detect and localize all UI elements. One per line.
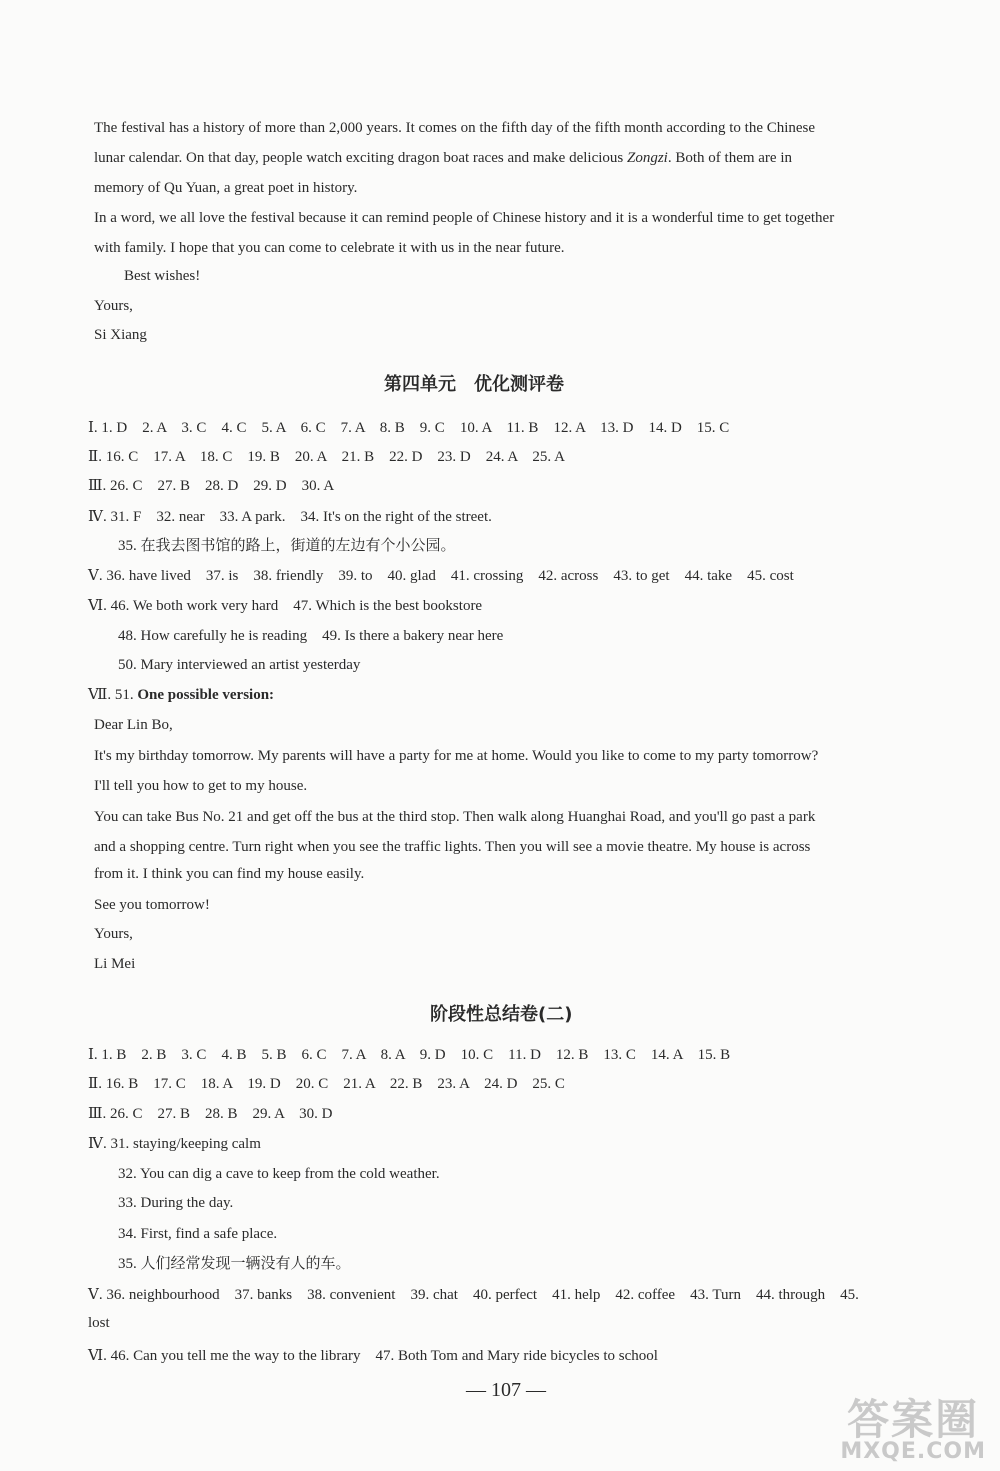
letter2-greeting: Dear Lin Bo, (94, 717, 173, 733)
letter2-line4: and a shopping centre. Turn right when you see the traffic lights. Then you will see a movie theatre. My house is across (94, 839, 811, 855)
letter2-line1: It's my birthday tomorrow. My parents will have a party for me at home. Would you like to come to my party tomorrow? (94, 748, 819, 764)
s1-row2: Ⅱ. 16. C 17. A 18. C 19. B 20. A 21. B 22. D 23. D 24. A 25. A (88, 449, 565, 465)
s1-row5: 35. 在我去图书馆的路上，街道的左边有个小公园。 (118, 538, 456, 554)
s2-row5: 32. You can dig a cave to keep from the cold weather. (118, 1166, 440, 1182)
letter1-p1-line2 (94, 148, 792, 168)
s1-row4: Ⅳ. 31. F 32. near 33. A park. 34. It's on the right of the street. (88, 509, 492, 525)
s1-row10-number: Ⅶ. 51. (88, 687, 138, 703)
s2-row3: Ⅲ. 26. C 27. B 28. B 29. A 30. D (88, 1106, 333, 1122)
s1-row10 (88, 685, 274, 705)
s1-row8: 48. How carefully he is reading 49. Is there a bakery near here (118, 628, 504, 644)
letter1-text-a: lunar calendar. On that day, people watch exciting dragon boat races and make delicious (94, 150, 627, 166)
s1-row3: Ⅲ. 26. C 27. B 28. D 29. D 30. A (88, 478, 335, 494)
letter2-line6: See you tomorrow! (94, 897, 210, 913)
watermark-url: MXQE.COM (840, 1439, 986, 1464)
s1-row1: Ⅰ. 1. D 2. A 3. C 4. C 5. A 6. C 7. A 8. B 9. C 10. A 11. B 12. A 13. D 14. D 15. C (88, 420, 730, 436)
s2-row11: Ⅵ. 46. Can you tell me the way to the library 47. Both Tom and Mary ride bicycles to school (88, 1348, 658, 1364)
s2-row4: Ⅳ. 31. staying/keeping calm (88, 1136, 261, 1152)
letter2-line3: You can take Bus No. 21 and get off the bus at the third stop. Then walk along Huanghai Road, and you'll go past a park (94, 809, 816, 825)
letter1-closing: Best wishes! (124, 268, 201, 284)
letter1-yours: Yours, (94, 298, 133, 314)
letter2-yours: Yours, (94, 926, 133, 942)
s2-row10: lost (88, 1315, 110, 1331)
s2-row2: Ⅱ. 16. B 17. C 18. A 19. D 20. C 21. A 22. B 23. A 24. D 25. C (88, 1076, 565, 1092)
watermark-text: 答案圈 (847, 1395, 980, 1444)
s1-row6: Ⅴ. 36. have lived 37. is 38. friendly 39. to 40. glad 41. crossing 42. across 43. to get 44. take 45. cost (88, 568, 794, 584)
s2-row6: 33. During the day. (118, 1195, 234, 1211)
s2-row8: 35. 人们经常发现一辆没有人的车。 (118, 1256, 351, 1272)
letter1-zongzi: Zongzi (627, 150, 668, 166)
letter1-p2-line2: with family. I hope that you can come to celebrate it with us in the near future. (94, 240, 565, 256)
s1-row9: 50. Mary interviewed an artist yesterday (118, 657, 361, 673)
s1-possible-version: One possible version: (137, 687, 275, 703)
letter1-signature: Si Xiang (94, 327, 147, 343)
page-number: — 107 — (466, 1379, 546, 1401)
s2-row9: Ⅴ. 36. neighbourhood 37. banks 38. convenient 39. chat 40. perfect 41. help 42. coffee 43. Turn 44. through 45. (88, 1287, 859, 1303)
letter2-line2: I'll tell you how to get to my house. (94, 778, 308, 794)
letter1-p2-line1: In a word, we all love the festival because it can remind people of Chinese history and it is a wonderful time to get together (94, 210, 835, 226)
letter1-p1-line3: memory of Qu Yuan, a great poet in history. (94, 180, 358, 196)
s2-row7: 34. First, find a safe place. (118, 1226, 278, 1242)
letter2-line5: from it. I think you can find my house easily. (94, 866, 365, 882)
section1-title: 第四单元 优化测评卷 (384, 374, 564, 395)
watermark-logo (840, 1395, 986, 1464)
letter2-signature: Li Mei (94, 956, 136, 972)
s1-row7: Ⅵ. 46. We both work very hard 47. Which is the best bookstore (88, 598, 483, 614)
section2-title: 阶段性总结卷(二) (430, 1004, 573, 1025)
s2-row1: Ⅰ. 1. B 2. B 3. C 4. B 5. B 6. C 7. A 8. A 9. D 10. C 11. D 12. B 13. C 14. A 15. B (88, 1047, 731, 1063)
letter1-text-c: . Both of them are in (667, 150, 792, 166)
letter1-p1-line1: The festival has a history of more than 2,000 years. It comes on the fifth day of the fifth month according to the Chinese (94, 120, 816, 136)
